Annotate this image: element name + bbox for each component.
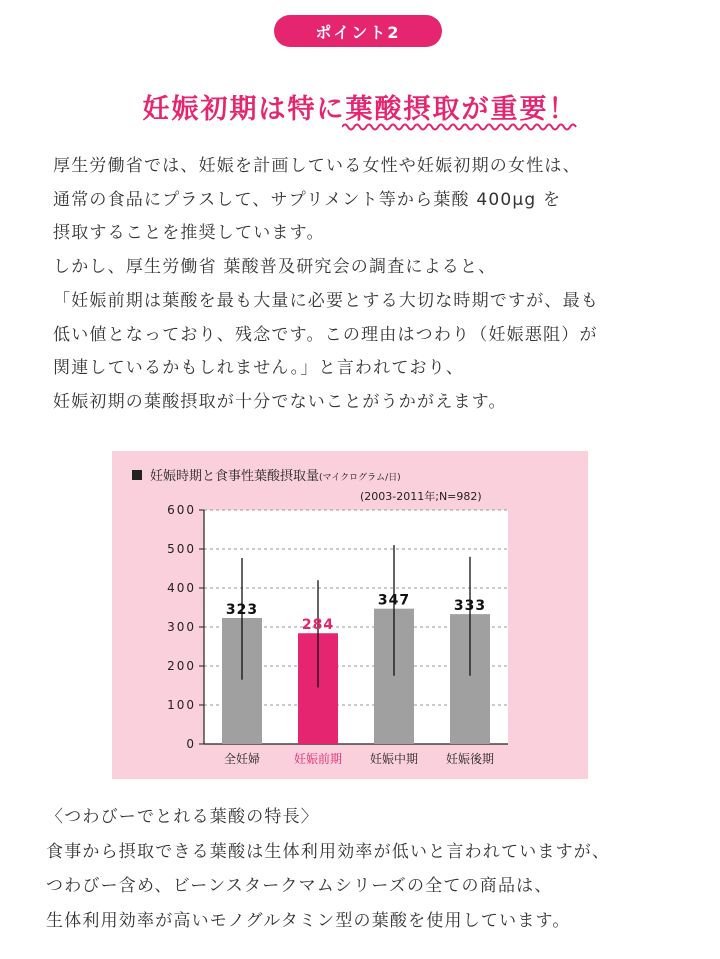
y-tick-label: 200 xyxy=(167,659,196,673)
data-label: 347 xyxy=(377,592,411,609)
y-tick-label: 500 xyxy=(167,542,196,556)
intro-line: 通常の食品にプラスして、サプリメント等から葉酸 400μg を xyxy=(53,189,562,210)
data-label: 284 xyxy=(301,617,335,634)
features-line: 食事から摂取できる葉酸は生体利用効率が低いと言われていますが、 xyxy=(46,841,611,862)
x-tick-label: 妊娠中期 xyxy=(369,752,419,766)
features-line: つわびー含め、ビーンスタークマムシリーズの全ての商品は、 xyxy=(46,876,553,897)
x-tick-label: 全妊婦 xyxy=(223,752,261,766)
x-tick-label: 妊娠後期 xyxy=(445,752,495,766)
features-line: 生体利用効率が高いモノグルタミン型の葉酸を使用しています。 xyxy=(46,911,571,932)
features-section xyxy=(46,800,706,939)
intro-line: しかし、厚生労働省 葉酸普及研究会の調査によると、 xyxy=(53,257,497,278)
intro-line: 厚生労働省では、妊娠を計画している女性や妊娠初期の女性は、 xyxy=(53,156,581,176)
y-tick-label: 100 xyxy=(167,698,196,712)
intro-line: 「妊娠前期は葉酸を最も大量に必要とする大切な時期ですが、最も xyxy=(53,290,599,311)
point-badge: ポイント2 xyxy=(274,15,442,47)
chart-subtitle: (2003-2011年;N=982) xyxy=(360,490,482,503)
intro-line: 関連しているかもしれません。」と言われており、 xyxy=(53,358,465,379)
intro-line: 低い値となっており、残念です。この理由はつわり（妊娠悪阻）が xyxy=(53,324,598,345)
y-tick-label: 400 xyxy=(167,581,196,595)
chart-panel xyxy=(112,451,588,779)
chart-title-text: 妊娠時期と食事性葉酸摂取量 xyxy=(150,469,320,484)
x-tick-label: 妊娠前期 xyxy=(293,752,343,766)
intro-paragraph xyxy=(53,150,693,420)
intro-line: 摂取することを推奨しています。 xyxy=(53,223,325,244)
intro-line: 妊娠初期の葉酸摂取が十分でないことがうかがえます。 xyxy=(53,391,507,412)
chart-title-unit: (マイクログラム/日) xyxy=(319,473,401,483)
data-label: 333 xyxy=(453,598,487,615)
features-heading: 〈つわびーでとれる葉酸の特長〉 xyxy=(46,807,319,827)
y-tick-label: 300 xyxy=(167,620,196,634)
y-tick-label: 0 xyxy=(186,737,196,751)
y-tick-label: 600 xyxy=(167,503,196,517)
wavy-underline-decoration xyxy=(342,122,578,132)
data-label: 323 xyxy=(225,602,259,619)
page-headline: 妊娠初期は特に葉酸摂取が重要！ xyxy=(142,94,578,125)
bar-chart xyxy=(112,451,588,779)
